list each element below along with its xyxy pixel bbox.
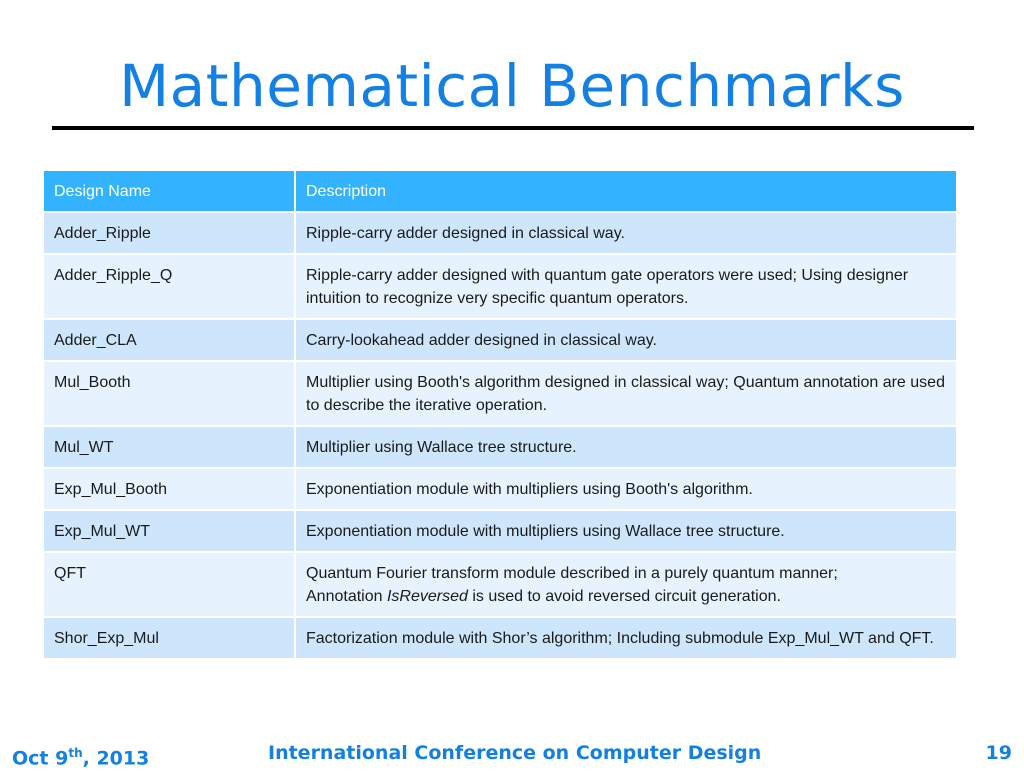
table-row <box>43 510 957 552</box>
description-cell: Multiplier using Wallace tree structure. <box>295 426 957 468</box>
table-row <box>43 426 957 468</box>
description-cell: Exponentiation module with multipliers using Wallace tree structure. <box>295 510 957 552</box>
table-row <box>43 468 957 510</box>
design-name-cell: Adder_CLA <box>43 319 295 361</box>
design-name-cell: Mul_WT <box>43 426 295 468</box>
description-cell: Multiplier using Booth's algorithm designed in classical way; Quantum annotation are used to describe the iterative operation. <box>295 361 957 426</box>
design-name-cell: QFT <box>43 552 295 617</box>
column-header-description: Description <box>295 170 957 212</box>
design-name-cell: Adder_Ripple <box>43 212 295 254</box>
description-line-1: Quantum Fourier transform module described in a purely quantum manner; <box>306 565 838 582</box>
footer-date-prefix: Oct 9 <box>12 747 69 770</box>
table-row <box>43 361 957 426</box>
column-header-design-name: Design Name <box>43 170 295 212</box>
design-name-cell: Exp_Mul_WT <box>43 510 295 552</box>
description-text: is used to avoid reversed circuit generation. <box>467 588 781 605</box>
footer-date-suffix: , 2013 <box>82 747 150 770</box>
page-number: 19 <box>985 742 1012 764</box>
description-cell: Exponentiation module with multipliers using Booth's algorithm. <box>295 468 957 510</box>
slide-title: Mathematical Benchmarks <box>119 52 905 120</box>
table-row <box>43 212 957 254</box>
table-row <box>43 617 957 659</box>
description-text: Annotation <box>306 588 387 605</box>
annotation-name: IsReversed <box>386 588 468 605</box>
table-row <box>43 319 957 361</box>
table-row <box>43 552 957 617</box>
footer-date <box>12 739 149 772</box>
description-cell: Ripple-carry adder designed with quantum gate operators were used; Using designer intuition to recognize very specific quantum operators. <box>295 254 957 319</box>
design-name-cell: Shor_Exp_Mul <box>43 617 295 659</box>
footer-date-ordinal: th <box>68 746 83 760</box>
footer-conference: International Conference on Computer Design <box>268 742 762 764</box>
design-name-cell: Mul_Booth <box>43 361 295 426</box>
design-name-cell: Adder_Ripple_Q <box>43 254 295 319</box>
description-cell: Carry-lookahead adder designed in classical way. <box>295 319 957 361</box>
description-cell: Ripple-carry adder designed in classical way. <box>295 212 957 254</box>
table-header-row <box>43 170 957 212</box>
table-row <box>43 254 957 319</box>
design-name-cell: Exp_Mul_Booth <box>43 468 295 510</box>
benchmarks-table <box>42 169 958 660</box>
description-cell: Factorization module with Shor’s algorithm; Including submodule Exp_Mul_WT and QFT. <box>295 617 957 659</box>
description-cell <box>295 552 957 617</box>
title-divider <box>52 126 974 130</box>
